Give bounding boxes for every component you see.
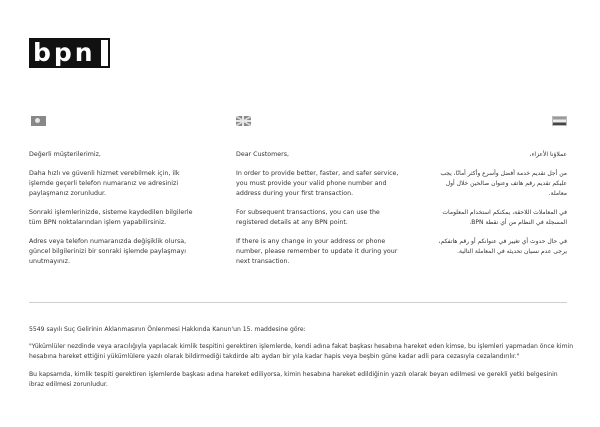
legal-quote: "Yükümlüler nezdinde veya aracılığıyla yapılacak kimlik tespitini gerektiren işlemlerde, kendi adına fakat başkası hesabına hareket eden kimse, bu işlemleri yapmadan önce kimin hesabına hareket ettiğini yükümlülere yazılı olarak bildirmediği takdirde altı aydan bir yıla kadar hapis veya beşbin güne kadar adli para cezasıyla cezalandırılır." (29, 343, 574, 361)
syria-flag-icon (552, 116, 567, 126)
arabic-notice (432, 150, 567, 266)
legal-note: Bu kapsamda, kimlik tespiti gerektiren işlemlerde başkası adına hareket ediliyorsa, kimin hesabına hareket edildiğinin yazılı olarak beyan edilmesi ve gerekli yetki belgesinin ibraz edilmesi zorunludur. (29, 370, 558, 388)
arabic-paragraph-3: في حال حدوث أي تغيير في عنوانكم أو رقم هاتفكم، يرجى عدم نسيان تحديثه في المعاملة التالية. (438, 238, 567, 255)
arabic-paragraph-2: في المعاملات اللاحقة، يمكنكم استخدام المعلومات المسجلة في النظام من أي نقطة BPN. (442, 209, 567, 226)
turkish-notice (29, 150, 199, 276)
logo-corner (101, 38, 110, 68)
english-paragraph-2: For subsequent transactions, you can use the registered details at any BPN point. (236, 209, 380, 226)
english-notice (236, 150, 401, 276)
logo-text: bpn (29, 38, 101, 68)
turkish-greeting: Değerli müşterilerimiz, (29, 151, 101, 158)
english-greeting: Dear Customers, (236, 151, 290, 158)
turkish-paragraph-2: Sonraki işlemlerinizde, sisteme kaydedilen bilgilerle tüm BPN noktalarından işlem yapabilirsiniz. (29, 209, 193, 226)
turkish-paragraph-1: Daha hızlı ve güvenli hizmet verebilmek için, ilk işlemde geçerli telefon numaranız ve adresinizi paylaşmanız zorunludur. (29, 170, 180, 197)
bpn-logo (29, 38, 110, 68)
english-paragraph-3: If there is any change in your address or phone number, please remember to update it during your next transaction. (236, 238, 398, 265)
arabic-paragraph-1: من أجل تقديم خدمة أفضل وأسرع وأكثر أمانًا، يجب عليكم تقديم رقم هاتف وعنوان صالحين خلال أول معاملة. (440, 170, 567, 197)
english-paragraph-1: In order to provide better, faster, and safer service, you must provide your valid phone number and address during your first transaction. (236, 170, 399, 197)
legal-notice (29, 325, 574, 397)
turkish-paragraph-3: Adres veya telefon numaranızda değişiklik olursa, güncel bilgilerinizi bir sonraki işlemde paylaşmayı unutmayınız. (29, 238, 187, 265)
uk-flag-icon (236, 116, 251, 126)
section-divider (29, 302, 567, 303)
arabic-greeting: عملاؤنا الأعزاء، (529, 151, 567, 158)
legal-intro: 5549 sayılı Suç Gelirinin Aklanmasının Önlenmesi Hakkında Kanun'un 15. maddesine göre: (29, 326, 306, 333)
turkey-flag-icon (31, 116, 46, 126)
